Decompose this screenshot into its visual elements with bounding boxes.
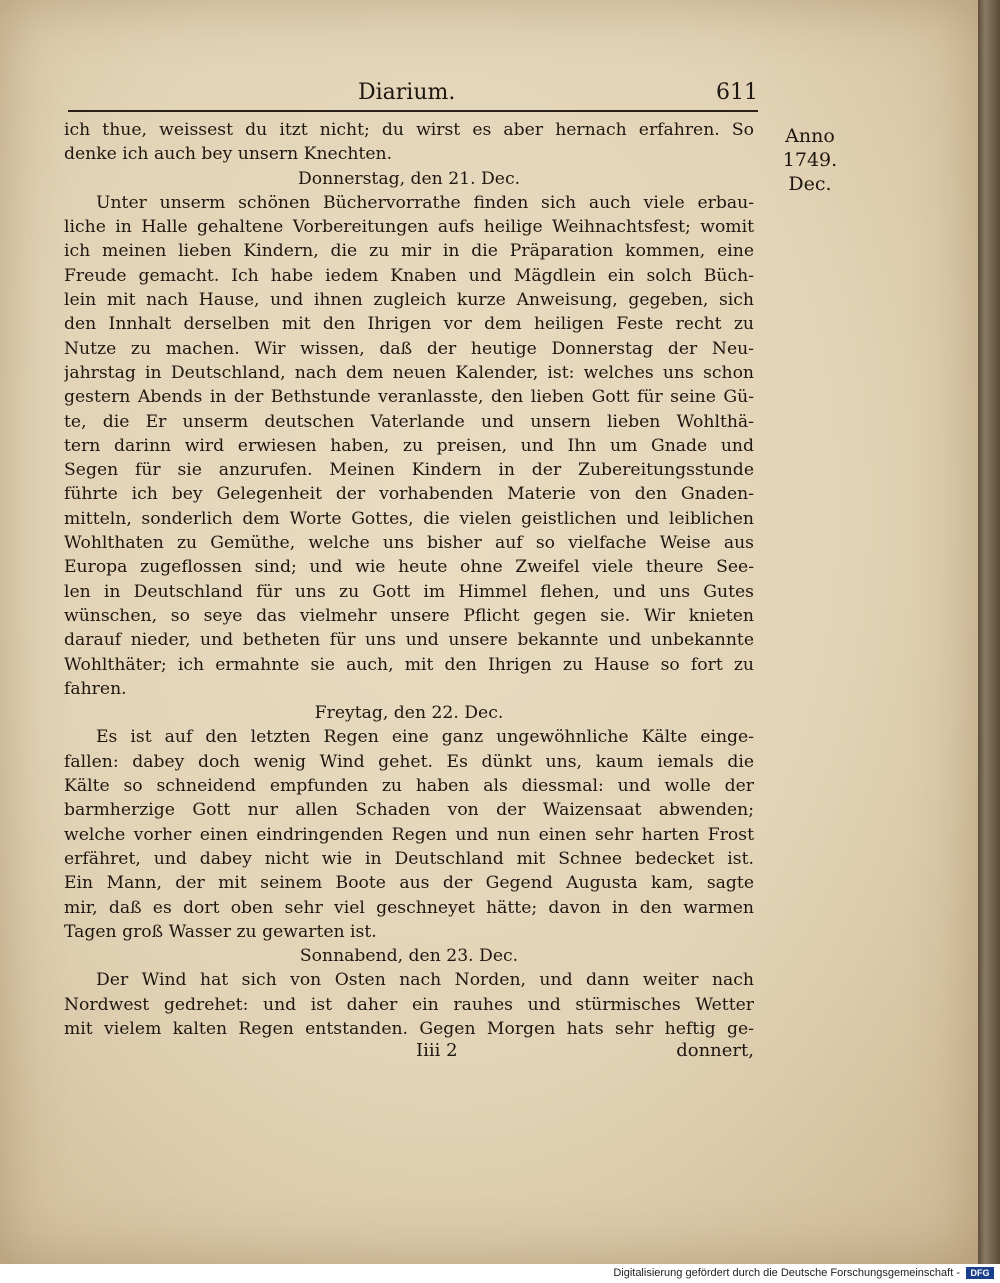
text-line: wünschen, so seye das vielmehr unsere Pflicht gegen sie. Wir knieten xyxy=(64,605,754,626)
text-line: Wohlthäter; ich ermahnte sie auch, mit den Ihrigen zu Hause so fort zu xyxy=(64,654,754,675)
text-line: mitteln, sonderlich dem Worte Gottes, die vielen geistlichen und leiblichen xyxy=(64,508,754,529)
text-line: Ein Mann, der mit seinem Boote aus der Gegend Augusta kam, sagte xyxy=(64,873,754,894)
page-number: 611 xyxy=(716,80,758,105)
text-line: len in Deutschland für uns zu Gott im Himmel flehen, und uns Gutes xyxy=(64,581,754,602)
text-line: Nutze zu machen. Wir wissen, daß der heutige Donnerstag der Neu- xyxy=(64,338,754,359)
text-line: ich thue, weissest du itzt nicht; du wirst es aber hernach erfahren. So xyxy=(64,120,754,140)
margin-note xyxy=(770,124,850,196)
catchword: donnert, xyxy=(676,1040,754,1061)
text-line: mir, daß es dort oben sehr viel geschneyet hätte; davon in den warmen xyxy=(64,897,754,918)
text-line: gestern Abends in der Bethstunde veranlasste, den lieben Gott für seine Gü- xyxy=(64,387,754,408)
signature-mark: Iiii 2 xyxy=(416,1040,458,1061)
text-line: jahrstag in Deutschland, nach dem neuen Kalender, ist: welches uns schon xyxy=(64,362,754,383)
text-line: Der Wind hat sich von Osten nach Norden, und dann weiter nach xyxy=(96,970,754,991)
body-text xyxy=(64,118,754,1041)
text-line: welche vorher einen eindringenden Regen und nun einen sehr harten Frost xyxy=(64,824,754,845)
margin-note-line: 1749. xyxy=(782,149,838,171)
credit-bar xyxy=(0,1264,1000,1283)
text-line: liche in Halle gehaltene Vorbereitungen aufs heilige Weihnachtsfest; womit xyxy=(64,217,754,238)
credit-text: Digitalisierung gefördert durch die Deutsche Forschungsgemeinschaft - xyxy=(613,1267,960,1279)
text-line: fahren. xyxy=(64,678,127,699)
text-line: lein mit nach Hause, und ihnen zugleich kurze Anweisung, gegeben, sich xyxy=(64,290,754,311)
text-line: denke ich auch bey unsern Knechten. xyxy=(64,144,393,165)
running-title: Diarium. xyxy=(358,80,456,105)
margin-note-line: Anno xyxy=(785,125,835,147)
text-line: ich meinen lieben Kindern, die zu mir in die Präparation kommen, eine xyxy=(64,241,754,262)
margin-note-line: Dec. xyxy=(788,173,832,195)
text-line: Freude gemacht. Ich habe iedem Knaben und Mägdlein ein solch Büch- xyxy=(64,265,754,286)
text-line: darauf nieder, und betheten für uns und unsere bekannte und unbekannte xyxy=(64,630,754,651)
text-line: Segen für sie anzurufen. Meinen Kindern in der Zubereitungsstunde xyxy=(64,460,754,481)
dfg-logo: DFG xyxy=(966,1267,994,1279)
text-line: Nordwest gedrehet: und ist daher ein rauhes und stürmisches Wetter xyxy=(64,994,754,1015)
text-line: Kälte so schneidend empfunden zu haben als diessmal: und wolle der xyxy=(64,776,754,797)
text-line: te, die Er unserm deutschen Vaterlande und unsern lieben Wohlthä- xyxy=(64,411,754,432)
text-line: tern darinn wird erwiesen haben, zu preisen, und Ihn um Gnade und xyxy=(64,435,754,456)
page-footer xyxy=(64,1040,754,1066)
page-edge xyxy=(975,0,1000,1264)
text-line: barmherzige Gott nur allen Schaden von der Waizensaat abwenden; xyxy=(64,800,754,821)
text-line: Es ist auf den letzten Regen eine ganz ungewöhnliche Kälte einge- xyxy=(96,727,754,748)
entry-heading: Sonnabend, den 23. Dec. xyxy=(299,946,519,967)
text-line: Wohlthaten zu Gemüthe, welche uns bisher auf so vielfache Weise aus xyxy=(64,533,754,554)
entry-heading: Freytag, den 22. Dec. xyxy=(314,703,504,724)
text-line: Europa zugeflossen sind; und wie heute ohne Zweifel viele theure See- xyxy=(64,557,754,578)
text-line: mit vielem kalten Regen entstanden. Gegen Morgen hats sehr heftig ge- xyxy=(64,1018,754,1039)
text-line: Tagen groß Wasser zu gewarten ist. xyxy=(64,921,377,942)
entry-heading: Donnerstag, den 21. Dec. xyxy=(297,168,521,189)
text-line: führte ich bey Gelegenheit der vorhabenden Materie von den Gnaden- xyxy=(64,484,754,505)
text-line: fallen: dabey doch wenig Wind gehet. Es dünkt uns, kaum iemals die xyxy=(64,751,754,772)
text-line: Unter unserm schönen Büchervorrathe finden sich auch viele erbau- xyxy=(96,192,754,213)
text-line: den Innhalt derselben mit den Ihrigen vor dem heiligen Feste recht zu xyxy=(64,314,754,335)
text-line: erfähret, und dabey nicht wie in Deutschland mit Schnee bedecket ist. xyxy=(64,848,754,869)
page-header xyxy=(68,80,758,112)
